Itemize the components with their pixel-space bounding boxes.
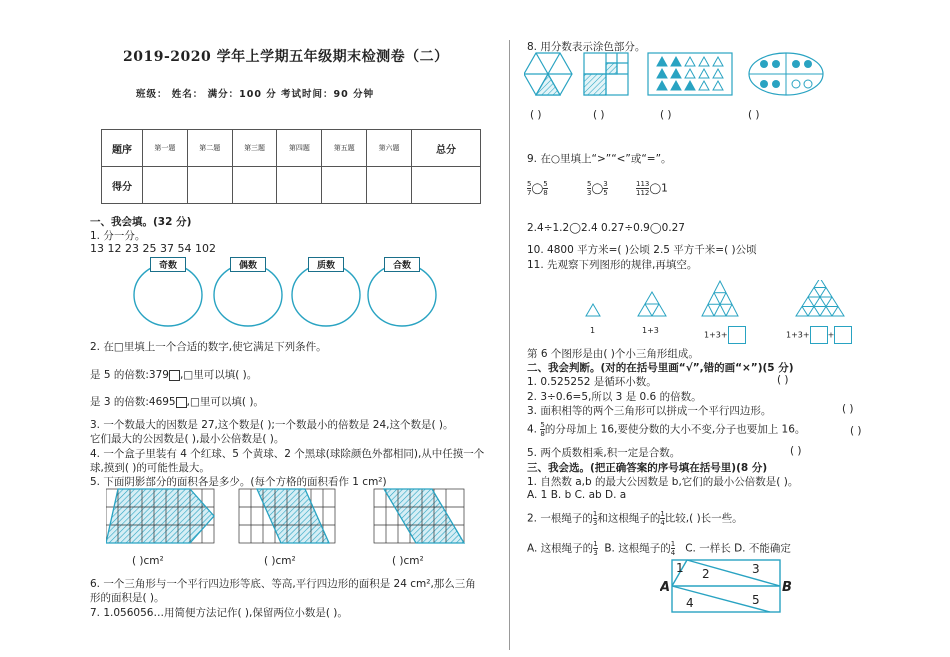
- score-cell[interactable]: [143, 167, 188, 204]
- q5-text: 5. 下面阴影部分的面积各是多少。(每个方格的面积看作 1 cm²): [90, 476, 387, 488]
- q10-text: 10. 4800 平方米=( )公顷 2.5 平方千米=( )公顷: [527, 244, 757, 256]
- q11-text: 11. 先观察下列图形的规律,再填空。: [527, 259, 698, 271]
- q11-tail: 第 6 个图形是由( )个小三角形组成。: [527, 348, 699, 360]
- q4-line1: 4. 一个盒子里装有 4 个红球、5 个黄球、2 个黑球(球除颜色外都相同),从中任摸一个: [90, 448, 485, 460]
- q3-line2: 它们最大的公因数是( ),最小公倍数是( )。: [90, 433, 285, 445]
- choice-1: 1. 自然数 a,b 的最大公因数是 b,它们的最小公倍数是( )。: [527, 476, 799, 488]
- fraction: $\frac{5}{3}$: [587, 180, 592, 197]
- score-table-col: 第一题: [143, 130, 188, 167]
- pattern-label-3: 1+3+: [704, 326, 746, 344]
- section-judge-heading: 二、我会判断。(对的在括号里画“√”,错的画“×”)(5 分): [527, 362, 794, 374]
- fraction: $\frac{1}{4}$: [670, 540, 676, 557]
- exam-meta: 班级： 姓名： 满分：100 分 考试时间：90 分钟: [136, 89, 375, 100]
- q5-answer-2[interactable]: ( )cm²: [264, 555, 296, 567]
- judge-4: 4. $\frac{5}{8}$ 的分母加上 16,要使分数的大小不变,分子也要加上 16。: [527, 421, 806, 438]
- fraction: $\frac{1}{3}$: [592, 510, 598, 527]
- q1-text: 1. 分一分。: [90, 230, 146, 242]
- score-table-col: 第三题: [232, 130, 277, 167]
- q4-line2: 球,摸到( )的可能性最大。: [90, 462, 210, 474]
- score-table-col: 第五题: [322, 130, 367, 167]
- score-cell[interactable]: [277, 167, 322, 204]
- pattern-label-2: 1+3: [642, 326, 659, 335]
- score-table-col: 第四题: [277, 130, 322, 167]
- judge-3: 3. 面积相等的两个三角形可以拼成一个平行四边形。: [527, 405, 772, 417]
- pattern-label-1: 1: [590, 326, 596, 335]
- compare-circle[interactable]: ◯: [649, 182, 662, 195]
- fraction: $\frac{5}{8}$: [540, 421, 545, 438]
- pattern-label-4: 1+3+ +: [786, 326, 852, 344]
- q2-text: 2. 在□里填上一个合适的数字,使它满足下列条件。: [90, 341, 327, 353]
- q2a-text: 是 5 的倍数:379: [90, 369, 169, 381]
- q9-text: 9. 在○里填上“>”“<”或“=”。: [527, 153, 672, 165]
- region-figure: [660, 557, 795, 617]
- section-choose-heading: 三、我会选。(把正确答案的序号填在括号里)(8 分): [527, 462, 768, 474]
- judge-5: 5. 两个质数相乘,积一定是合数。: [527, 447, 681, 459]
- q2a: [90, 367, 257, 382]
- choice-2: 2. 一根绳子的 $\frac{1}{3}$ 和这根绳子的 $\frac{1}{4}$ 比较,( )长一些。: [527, 510, 743, 527]
- answer-box[interactable]: [728, 326, 746, 344]
- q3-line1: 3. 一个数最大的因数是 27,这个数是( );一个数最小的倍数是 24,这个数是( )。: [90, 419, 454, 431]
- score-cell[interactable]: [412, 167, 481, 204]
- score-table-label-score: 得分: [102, 167, 143, 204]
- answer-box[interactable]: [810, 326, 828, 344]
- q2b-text: 是 3 的倍数:4695: [90, 396, 176, 408]
- compare-circle[interactable]: ◯: [531, 182, 544, 195]
- region-4-label: 4: [686, 596, 694, 610]
- score-cell[interactable]: [232, 167, 277, 204]
- q7-text: 7. 1.056056…用简便方法记作( ),保留两位小数是( )。: [90, 607, 348, 619]
- oval-label-prime: 质数: [308, 257, 344, 272]
- score-cell[interactable]: [187, 167, 232, 204]
- oval-label-odd: 奇数: [150, 257, 186, 272]
- point-a-label: A: [660, 580, 671, 595]
- score-table-label-order: 题序: [102, 130, 143, 167]
- judge-bracket[interactable]: ( ): [790, 445, 802, 457]
- region-5-label: 5: [752, 593, 760, 607]
- score-table-total: 总分: [412, 130, 481, 167]
- q8-answer-3[interactable]: ( ): [660, 109, 672, 121]
- triangle-pattern: [580, 280, 870, 322]
- q2b-tail: ,□里可以填( )。: [186, 396, 264, 408]
- q8-answer-1[interactable]: ( ): [530, 109, 542, 121]
- fraction: $\frac{1}{3}$: [593, 540, 598, 557]
- column-divider: [509, 40, 510, 650]
- q9-item-2: [587, 180, 608, 197]
- score-table-col: 第六题: [367, 130, 412, 167]
- q6-line1: 6. 一个三角形与一个平行四边形等底、等高,平行四边形的面积是 24 cm²,那么三角: [90, 578, 476, 590]
- answer-box[interactable]: [834, 326, 852, 344]
- point-b-label: B: [782, 580, 792, 595]
- q9-row2: 2.4÷1.2◯2.4 0.27÷0.9◯0.27: [527, 222, 685, 234]
- region-1-label: 1: [676, 561, 684, 575]
- q2b: [90, 394, 264, 409]
- q9-item-1: [527, 180, 548, 197]
- fraction: $\frac{5}{8}$: [543, 180, 548, 197]
- score-table-col: 第二题: [187, 130, 232, 167]
- fraction: $\frac{113}{112}$: [636, 180, 650, 197]
- score-cell[interactable]: [322, 167, 367, 204]
- area-grids: [106, 488, 468, 544]
- q5-answer-1[interactable]: ( )cm²: [132, 555, 164, 567]
- q8-text: 8. 用分数表示涂色部分。: [527, 41, 646, 53]
- score-cell[interactable]: [367, 167, 412, 204]
- q2a-tail: ,□里可以填( )。: [179, 369, 258, 381]
- judge-bracket[interactable]: ( ): [850, 425, 862, 437]
- judge-1: 1. 0.525252 是循环小数。: [527, 376, 657, 388]
- q9-item-3: $\frac{113}{112}$ ◯1: [636, 180, 668, 197]
- choice-2-options[interactable]: A. 这根绳子的 $\frac{1}{3}$ B. 这根绳子的 $\frac{1}{4}$ C. 一样长 D. 不能确定: [527, 540, 791, 557]
- region-3-label: 3: [752, 562, 760, 576]
- judge-bracket[interactable]: ( ): [842, 403, 854, 415]
- fraction: $\frac{3}{5}$: [603, 180, 608, 197]
- page-title: 2019-2020 学年上学期五年级期末检测卷（二）: [123, 49, 449, 65]
- fraction-figures: [524, 50, 824, 100]
- fraction: $\frac{5}{7}$: [527, 180, 532, 197]
- compare-circle[interactable]: ◯: [591, 182, 604, 195]
- score-table: [101, 129, 481, 204]
- digit-box[interactable]: [169, 370, 180, 381]
- choice-1-options[interactable]: A. 1 B. b C. ab D. a: [527, 489, 627, 501]
- oval-label-even: 偶数: [230, 257, 266, 272]
- judge-bracket[interactable]: ( ): [777, 374, 789, 386]
- digit-box[interactable]: [176, 397, 187, 408]
- q1-numbers: 13 12 23 25 37 54 102: [90, 242, 216, 255]
- q6-line2: 形的面积是( )。: [90, 592, 165, 604]
- fraction: $\frac{1}{4}$: [660, 510, 665, 527]
- q8-answer-2[interactable]: ( ): [593, 109, 605, 121]
- section-fill-heading: 一、我会填。(32 分): [90, 216, 192, 228]
- q8-answer-4[interactable]: ( ): [748, 109, 760, 121]
- judge-2: 2. 3÷0.6=5,所以 3 是 0.6 的倍数。: [527, 391, 702, 403]
- oval-label-composite: 合数: [384, 257, 420, 272]
- q5-answer-3[interactable]: ( )cm²: [392, 555, 424, 567]
- region-2-label: 2: [702, 567, 710, 581]
